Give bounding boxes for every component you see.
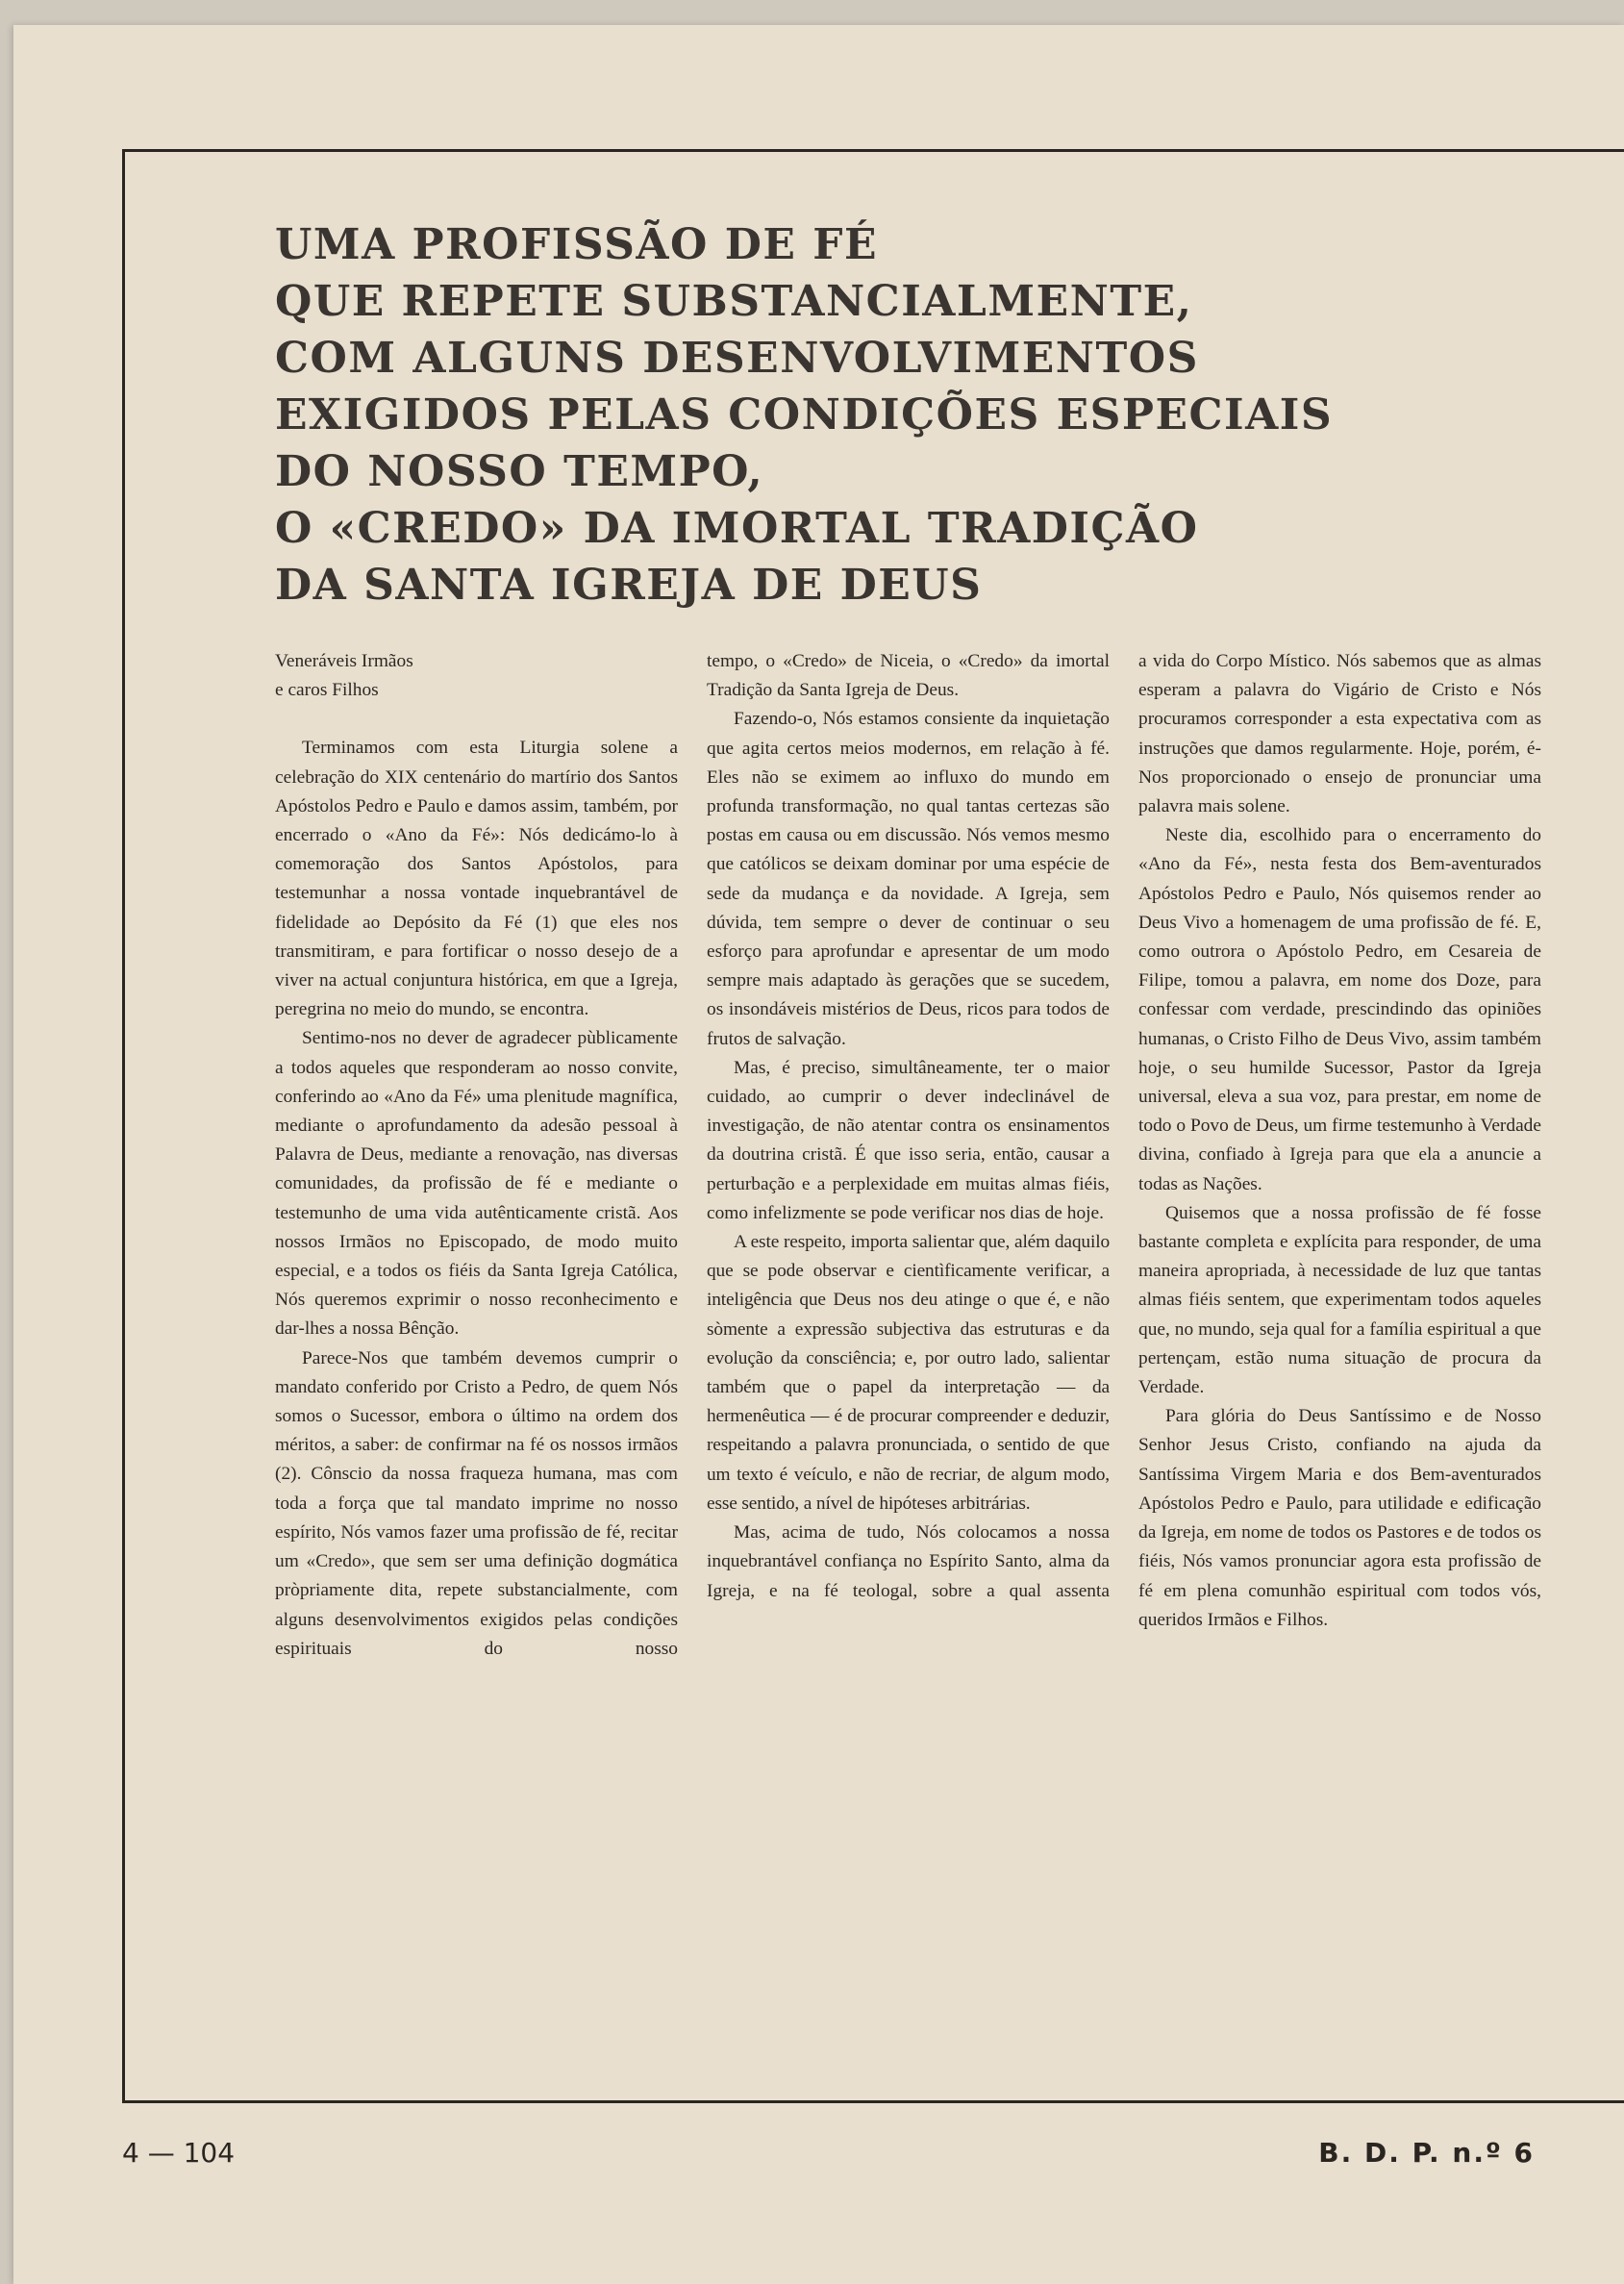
paragraph: Parece-Nos que também devemos cumprir o mandato conferido por Cristo a Pedro, de quem Nós somos o Sucessor, embora o último na ordem dos méritos, a saber: de confirmar na fé os nossos irmãos (2). Cônscio da nossa fraqueza humana, mas com toda a força que tal mandato imprime no nosso espírito, Nós vamos fazer uma profissão de fé, recitar um «Credo», que sem ser uma definição dogmática pròpriamente dita, repete substancialmente, com alguns desenvolvimentos exigidos pelas condições espirituais do nosso: [275, 1347, 678, 1659]
title-line: COM ALGUNS DESENVOLVIMENTOS: [275, 334, 1199, 383]
title-line: DO NOSSO TEMPO,: [275, 447, 764, 496]
paragraph: Mas, é preciso, simultâneamente, ter o maior cuidado, ao cumprir o dever indeclinável de investigação, de não atentar contra os ensinamentos da doutrina cristã. É que isso seria, então, causar a perturbação e a perplexidade em muitas almas fiéis, como infelizmente se pode verificar nos dias de hoje.: [707, 1057, 1110, 1223]
paragraph: Sentimo-nos no dever de agradecer pùblicamente a todos aqueles que responderam ao nosso convite, conferindo ao «Ano da Fé» uma plenitude magnífica, mediante o aprofundamento da adesão pessoal à Palavra de Deus, mediante a renovação, nas diversas comunidades, da profissão de fé e mediante o testemunho de uma vida autênticamente cristã. Aos nossos Irmãos no Episcopado, de modo muito especial, e a todos os fiéis da Santa Igreja Católica, Nós queremos exprimir o nosso reconhecimento e dar-lhes a nossa Bênção.: [275, 1028, 678, 1340]
salutation: Veneráveis Irmãos e caros Filhos: [275, 651, 413, 701]
paragraph: a vida do Corpo Místico. Nós sabemos que as almas esperam a palavra do Vigário de Cristo e Nós procuramos corresponder a esta expectativa com as instruções que damos regularmente. Hoje, porém, é-Nos proporcionado o ensejo de pronunciar uma palavra mais solene.: [1138, 651, 1541, 817]
paragraph: Neste dia, escolhido para o encerramento do «Ano da Fé», nesta festa dos Bem-aventurados Apóstolos Pedro e Paulo, Nós quisemos render ao Deus Vivo a homenagem de uma profissão de fé. E, como outrora o Apóstolo Pedro, em Cesareia de Filipe, tomou a palavra, em nome dos Doze, para confessar com verdade, prescindindo das opiniões humanas, o Cristo Filho de Deus Vivo, assim também hoje, o seu humilde Sucessor, Pastor da Igreja universal, eleva a sua voz, para prestar, em nome de todo o Povo de Deus, um firme testemunho à Verdade divina, confiado à Igreja para que ela a anuncie a todas as Nações.: [1138, 825, 1541, 1194]
page-number: 4 — 104: [122, 2137, 236, 2169]
title-line: O «CREDO» DA IMORTAL TRADIÇÃO: [275, 504, 1199, 553]
paragraph: Para glória do Deus Santíssimo e de Nosso Senhor Jesus Cristo, confiando na ajuda da Santíssima Virgem Maria e dos Bem-aventurados Apóstolos Pedro e Paulo, para utilidade e edificação da Igreja, em nome de todos os Pastores e de todos os fiéis, Nós vamos pronunciar agora esta profissão de fé em plena comunhão espiritual com todos vós, queridos Irmãos e Filhos.: [1138, 1406, 1541, 1630]
paragraph: Mas, acima de tudo, Nós colocamos a nossa inquebrantável confiança no Espírito Santo, alma da Igreja, e na fé teologal, sobre a qual assenta: [707, 1522, 1110, 1601]
paragraph: A este respeito, importa salientar que, além daquilo que se pode observar e cientìficamente verificar, a inteligência que Deus nos deu atinge o que é, e não sòmente a expressão subjectiva das estruturas e da evolução da consciência; e, por outro lado, salientar também que o papel da interpretação — da hermenêutica — é de procurar compreender e deduzir, respeitando a palavra pronunciada, o sentido de que um texto é veículo, e não de recriar, de algum modo, esse sentido, a nível de hipóteses arbitrárias.: [707, 1232, 1110, 1514]
title-line: EXIGIDOS PELAS CONDIÇÕES ESPECIAIS: [275, 390, 1334, 439]
paragraph: Quisemos que a nossa profissão de fé fosse bastante completa e explícita para responder, de uma maneira apropriada, à necessidade de luz que tantas almas fiéis sentem, que experimentam todos aqueles que, no mundo, seja qual for a família espiritual a que pertençam, estão numa situação de procura da Verdade.: [1138, 1202, 1541, 1398]
article-title: [275, 216, 1525, 614]
title-line: DA SANTA IGREJA DE DEUS: [275, 561, 983, 610]
paragraph: tempo, o «Credo» de Niceia, o «Credo» da imortal Tradição da Santa Igreja de Deus.: [707, 651, 1110, 701]
paragraph: Fazendo-o, Nós estamos consiente da inquietação que agita certos meios modernos, em relação à fé. Eles não se eximem ao influxo do mundo em profunda transformação, no qual tantas certezas são postas em causa ou em discussão. Nós vemos mesmo que católicos se deixam dominar por uma espécie de sede da mudança e da novidade. A Igreja, sem dúvida, tem sempre o dever de continuar o seu esforço para aprofundar e apresentar de um modo sempre mais adaptado às gerações que se sucedem, os insondáveis mistérios de Deus, ricos para todos de frutos de salvação.: [707, 709, 1110, 1049]
article-body: [275, 647, 1542, 2013]
text-column-1: [275, 647, 678, 2013]
paragraph: Terminamos com esta Liturgia solene a celebração do XIX centenário do martírio dos Santos Apóstolos Pedro e Paulo e damos assim, também, por encerrado o «Ano da Fé»: Nós dedicámo-lo à comemoração dos Santos Apóstolos, para testemunhar a nossa vontade inquebrantável de fidelidade ao Depósito da Fé (1) que eles nos transmitiram, e para fortificar o nosso desejo de a viver na actual conjuntura histórica, em que a Igreja, peregrina no meio do mundo, se encontra.: [275, 738, 678, 1020]
text-column-3: [1138, 647, 1541, 2013]
text-column-2: [707, 647, 1110, 2013]
publication-issue: B. D. P. n.º 6: [1318, 2137, 1535, 2169]
title-line: QUE REPETE SUBSTANCIALMENTE,: [275, 277, 1193, 326]
title-line: UMA PROFISSÃO DE FÉ: [275, 220, 878, 269]
